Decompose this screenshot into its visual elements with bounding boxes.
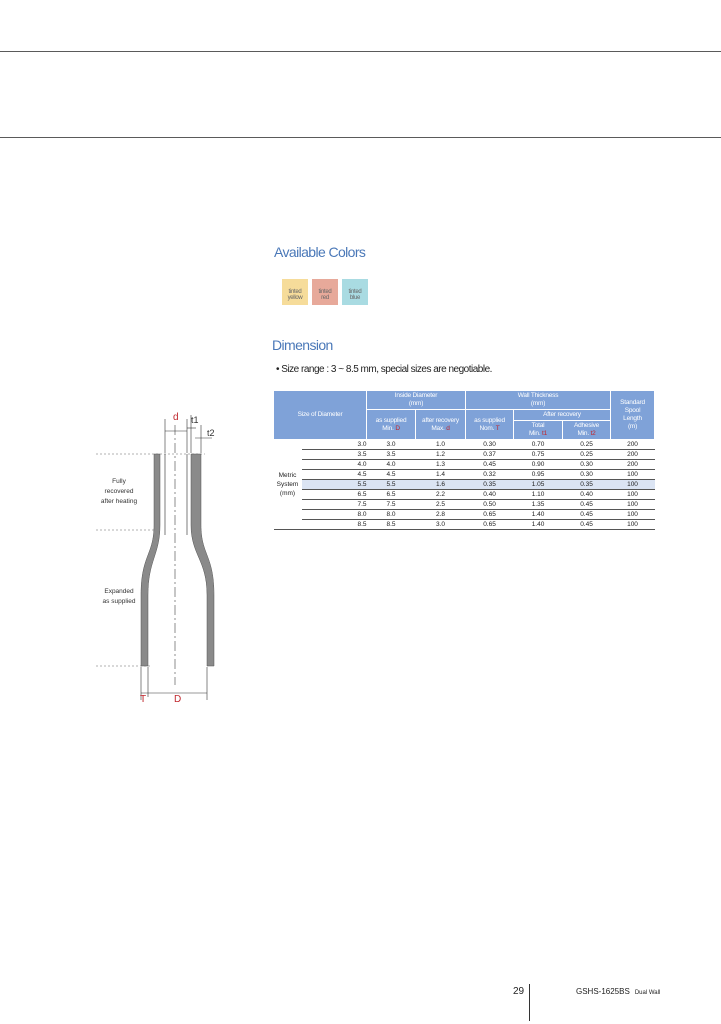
cell-d: 4.0 <box>367 460 416 470</box>
cell-t: 0.37 <box>466 450 514 460</box>
cell-t1: 0.90 <box>514 460 563 470</box>
cell-t1: 1.40 <box>514 510 563 520</box>
cell-d: 1.6 <box>416 480 466 490</box>
cell-t: 0.35 <box>466 480 514 490</box>
label-d: d <box>173 412 179 423</box>
cell-d: 1.3 <box>416 460 466 470</box>
footer-divider <box>529 984 530 1021</box>
cell-spool: 200 <box>611 450 655 460</box>
cell-t: 0.65 <box>466 510 514 520</box>
header-inside-diameter: Inside Diameter (mm) <box>367 391 466 410</box>
cell-d: 2.8 <box>416 510 466 520</box>
header-after-recovery-group: After recovery <box>514 410 611 421</box>
cell-d: 1.2 <box>416 450 466 460</box>
header-spool-length: Standard Spool Length (m) <box>611 391 655 440</box>
cell-d: 2.5 <box>416 500 466 510</box>
cell-size: 5.5 <box>302 480 367 490</box>
header-adhesive-min-t2: Adhesive Min. t2 <box>563 421 611 440</box>
header-size-of-diameter: Size of Diameter <box>274 391 367 440</box>
cell-t: 0.30 <box>466 440 514 450</box>
swatch-label-line1: tinted <box>288 289 302 295</box>
cell-d: 6.5 <box>367 490 416 500</box>
table-row <box>274 480 655 490</box>
swatch-label-line1: tinted <box>318 289 332 295</box>
cell-spool: 200 <box>611 440 655 450</box>
header-after-recovery-max-d: after recovery Max. d <box>416 410 466 440</box>
cell-t1: 1.40 <box>514 520 563 530</box>
cell-d: 8.5 <box>367 520 416 530</box>
cell-t1: 1.05 <box>514 480 563 490</box>
cell-t2: 0.30 <box>563 470 611 480</box>
table-row <box>274 520 655 530</box>
cell-t2: 0.30 <box>563 460 611 470</box>
cell-t2: 0.45 <box>563 520 611 530</box>
cell-spool: 100 <box>611 470 655 480</box>
fully-label-3: after heating <box>100 498 138 505</box>
header-rule-bottom <box>0 137 721 138</box>
table-row <box>274 440 655 450</box>
cell-d: 4.5 <box>367 470 416 480</box>
cell-t1: 0.70 <box>514 440 563 450</box>
label-D: D <box>174 694 182 705</box>
size-range-note: • Size range : 3 ~ 8.5 mm, special sizes are negotiable. <box>276 364 492 375</box>
cell-size: 4.5 <box>302 470 367 480</box>
cell-t2: 0.45 <box>563 500 611 510</box>
swatch-label-line2: blue <box>349 295 361 301</box>
footer-code-text: GSHS-1625BS <box>576 987 630 996</box>
cell-d: 7.5 <box>367 500 416 510</box>
cell-d: 3.0 <box>367 440 416 450</box>
cell-d: 1.0 <box>416 440 466 450</box>
cell-d: 2.2 <box>416 490 466 500</box>
cell-size: 8.5 <box>302 520 367 530</box>
swatch-tinted-yellow <box>282 279 308 305</box>
table-row <box>274 500 655 510</box>
swatch-label-line1: tinted <box>348 289 362 295</box>
cell-t1: 1.10 <box>514 490 563 500</box>
cell-spool: 100 <box>611 480 655 490</box>
system-label: Metric System (mm) <box>274 440 302 530</box>
header-wall-thickness: Wall Thickness (mm) <box>466 391 611 410</box>
tube-diagram <box>0 405 260 705</box>
label-t2: t2 <box>207 428 215 438</box>
cell-spool: 100 <box>611 490 655 500</box>
cell-d: 3.5 <box>367 450 416 460</box>
cell-d: 3.0 <box>416 520 466 530</box>
cell-spool: 100 <box>611 520 655 530</box>
cell-t2: 0.35 <box>563 480 611 490</box>
cell-t2: 0.45 <box>563 510 611 520</box>
cell-t: 0.65 <box>466 520 514 530</box>
dimension-table <box>273 390 655 530</box>
cell-t1: 0.95 <box>514 470 563 480</box>
cell-d: 8.0 <box>367 510 416 520</box>
cell-spool: 200 <box>611 460 655 470</box>
swatch-label-line2: red <box>321 295 329 301</box>
header-wall-as-supplied-nom-T: as supplied Nom. T <box>466 410 514 440</box>
footer-code-suffix: Dual Wall <box>634 990 661 996</box>
swatch-tinted-blue <box>342 279 368 305</box>
cell-spool: 100 <box>611 500 655 510</box>
cell-size: 3.5 <box>302 450 367 460</box>
swatch-tinted-red <box>312 279 338 305</box>
cell-d: 5.5 <box>367 480 416 490</box>
cell-t: 0.32 <box>466 470 514 480</box>
cell-t2: 0.25 <box>563 450 611 460</box>
cell-t1: 0.75 <box>514 450 563 460</box>
table-row <box>274 510 655 520</box>
page-number: 29 <box>513 986 525 997</box>
label-t1: t1 <box>191 415 199 425</box>
cell-size: 8.0 <box>302 510 367 520</box>
fully-label-1: Fully <box>112 478 126 485</box>
cell-t: 0.45 <box>466 460 514 470</box>
cell-size: 3.0 <box>302 440 367 450</box>
cell-t2: 0.25 <box>563 440 611 450</box>
cell-size: 7.5 <box>302 500 367 510</box>
cell-size: 4.0 <box>302 460 367 470</box>
table-row <box>274 450 655 460</box>
header-rule-top <box>0 51 721 52</box>
label-T: T <box>140 694 147 705</box>
available-colors-title: Available Colors <box>274 244 366 260</box>
fully-label-2: recovered <box>104 488 134 495</box>
dimension-title: Dimension <box>272 337 333 353</box>
cell-t: 0.50 <box>466 500 514 510</box>
cell-t1: 1.35 <box>514 500 563 510</box>
header-total-min-t1: Total Min. t1 <box>514 421 563 440</box>
cell-spool: 100 <box>611 510 655 520</box>
table-row <box>274 490 655 500</box>
table-row <box>274 460 655 470</box>
cell-t: 0.40 <box>466 490 514 500</box>
header-as-supplied-min-D: as supplied Min. D <box>367 410 416 440</box>
cell-size: 6.5 <box>302 490 367 500</box>
expanded-label-1: Expanded <box>104 588 134 595</box>
swatch-label-line2: yellow <box>287 295 303 301</box>
cell-t2: 0.40 <box>563 490 611 500</box>
cell-d: 1.4 <box>416 470 466 480</box>
footer-code <box>576 987 660 996</box>
table-row <box>274 470 655 480</box>
expanded-label-2: as supplied <box>102 598 136 605</box>
